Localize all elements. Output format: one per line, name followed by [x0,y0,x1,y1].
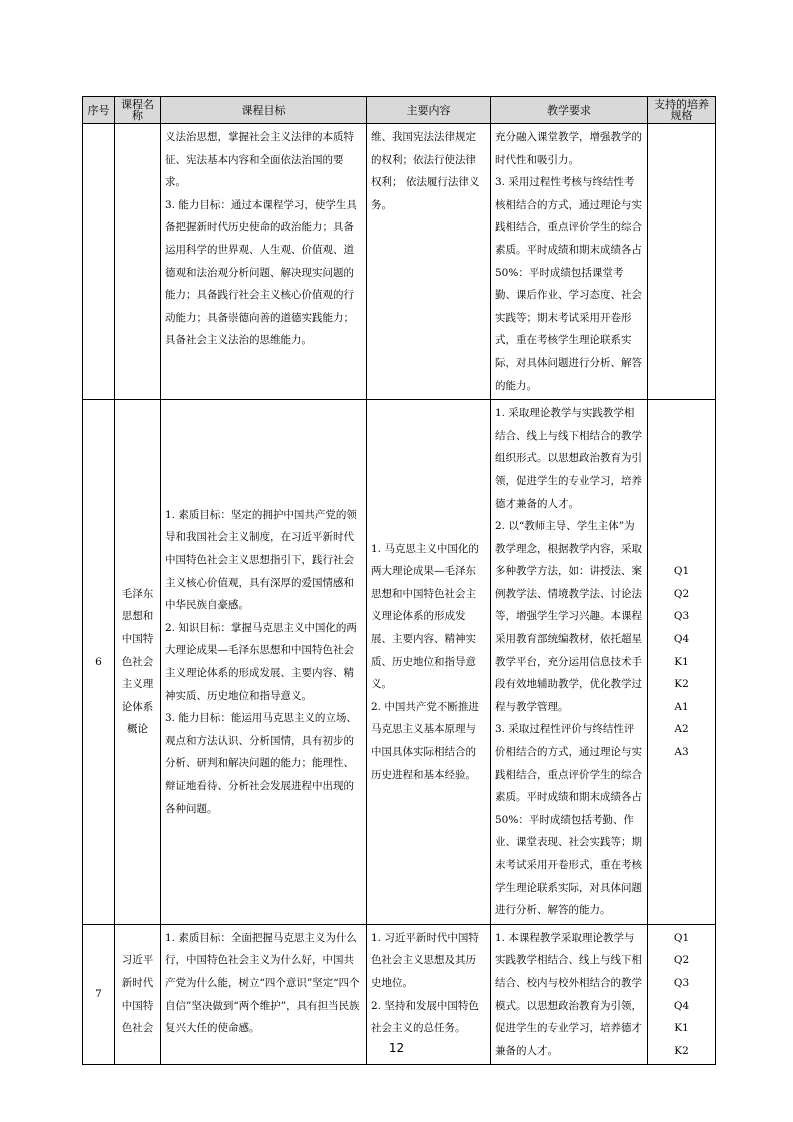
header-course-name: 课程名称 [115,97,161,124]
row-specs [648,124,716,400]
row-specs [648,400,716,925]
row-content-text: 1. 习近平新时代中国特色社会主义思想及其历史地位。 2. 坚持和发展中国特色社会主义的总任务。 [371,931,479,1035]
row-content-text: 维、我国宪法法律规定的权利；依法行使法律权利； 依法履行法律义务。 [371,131,480,211]
row-content-text: 1. 马克思主义中国化的两大理论成果—毛泽东思想和中国特色社会主义理论体系的形成发展、主要内容、精神实质、历史地位和指导意义。 2. 中国共产党不断推进马克思主义基本原理与中国具体实际相结合的历史进程和基本经验。 [371,542,479,781]
row-no [83,124,115,400]
row-requirements [491,400,648,925]
row-course-name: 毛泽东思想和中国特色社会主义理论体系概论 [115,400,161,925]
row-goals-text: 1. 素质目标：坚定的拥护中国共产党的领导和我国社会主义制度，在习近平新时代中国特色社会主义思想指引下，践行社会主义核心价值观，具有深厚的爱国情感和中华民族自豪感。 2. 知识目标：掌握马克思主义中国化的两大理论成果—毛泽东思想和中国特色社会主义理论体系的形成发展、主要内容、精神实质、历史地位和指导意义。 3. 能力目标：能运用马克思主义的立场、观点和方法认识、分析国情，具有初步的分析、研判和解决问题的能力；能理性、辩证地看待、分析社会发展进程中出现的各种问题。 [165,508,357,815]
row-requirements-text: 1. 本课程教学采取理论教学与实践教学相结合、线上与线下相结合、校内与校外相结合的教学模式。以思想政治教育为引领，促进学生的专业学习，培养德才兼备的人才。 [495,931,642,1057]
row-no: 7 [83,924,115,1065]
row-course-name [115,124,161,400]
row-requirements-text: 充分融入课堂教学，增强教学的时代性和吸引力。 3. 采用过程性考核与终结性考核相结合的方式，通过理论与实践相结合，重点评价学生的综合素质。平时成绩和期末成绩各占50%：平时成绩包括课堂考勤、课后作业、学习态度、社会实践等；期末考试采用开卷形式，重在考核学生理论联系实际，对具体问题进行分析、解答的能力。 [495,131,642,392]
table-row [83,400,716,925]
row-goals [161,124,367,400]
page-number: 12 [388,1041,405,1055]
row-specs-text: Q1 Q2 Q3 Q4 K1 K2 [673,931,690,1057]
row-content [367,400,491,925]
row-content [367,124,491,400]
table-header-row [83,97,716,124]
row-course-name: 习近平新时代中国特色社会 [115,924,161,1065]
row-goals [161,400,367,925]
row-specs-text: Q1 Q2 Q3 Q4 K1 K2 A1 A2 A3 [673,565,690,759]
table-row [83,124,716,400]
row-no: 6 [83,400,115,925]
row-requirements-text: 1. 采取理论教学与实践教学相结合、线上与线下相结合的教学组织形式。以思想政治教育为引领，促进学生的专业学习，培养德才兼备的人才。 2. 以“教师主导、学生主体”为教学理念，根据教学内容，采取多种教学方法，如：讲授法、案例教学法、情境教学法、讨论法等，增强学生学习兴趣。本课程采用教育部统编教材，依托超星教学平台，充分运用信息技术手段有效地辅助教学，优化教学过程与教学管理。 3. 采取过程性评价与终结性评价相结合的方式，通过理论与实践相结合，重点评价学生的综合素质。平时成绩和期末成绩各占50%：平时成绩包括考勤、作业、课堂表现、社会实践等；期末考试采用开卷形式，重在考核学生理论联系实际，对具体问题进行分析、解答的能力。 [495,407,642,917]
course-table [82,96,716,1065]
header-supported-specs: 支持的培养规格 [648,97,716,124]
header-main-content: 主要内容 [367,97,491,124]
header-no: 序号 [83,97,115,124]
row-goals-text: 1. 素质目标：全面把握马克思主义为什么行，中国特色社会主义为什么好，中国共产党为什么能，树立“四个意识”坚定“四个自信”坚决做到“两个维护”，具有担当民族复兴大任的使命感。 [165,931,360,1035]
row-goals-text: 义法治思想，掌握社会主义法律的本质特征、宪法基本内容和全面依法治国的要求。 3. 能力目标：通过本课程学习，使学生具备把握新时代历史使命的政治能力；具备运用科学的世界观、人生观、价值观、道德观和法治观分析问题、解决现实问题的能力；具备践行社会主义核心价值观的行动能力；具备崇德向善的道德实践能力；具备社会主义法治的思维能力。 [165,131,357,347]
header-teaching-requirements: 教学要求 [491,97,648,124]
header-course-goals: 课程目标 [161,97,367,124]
row-requirements [491,124,648,400]
